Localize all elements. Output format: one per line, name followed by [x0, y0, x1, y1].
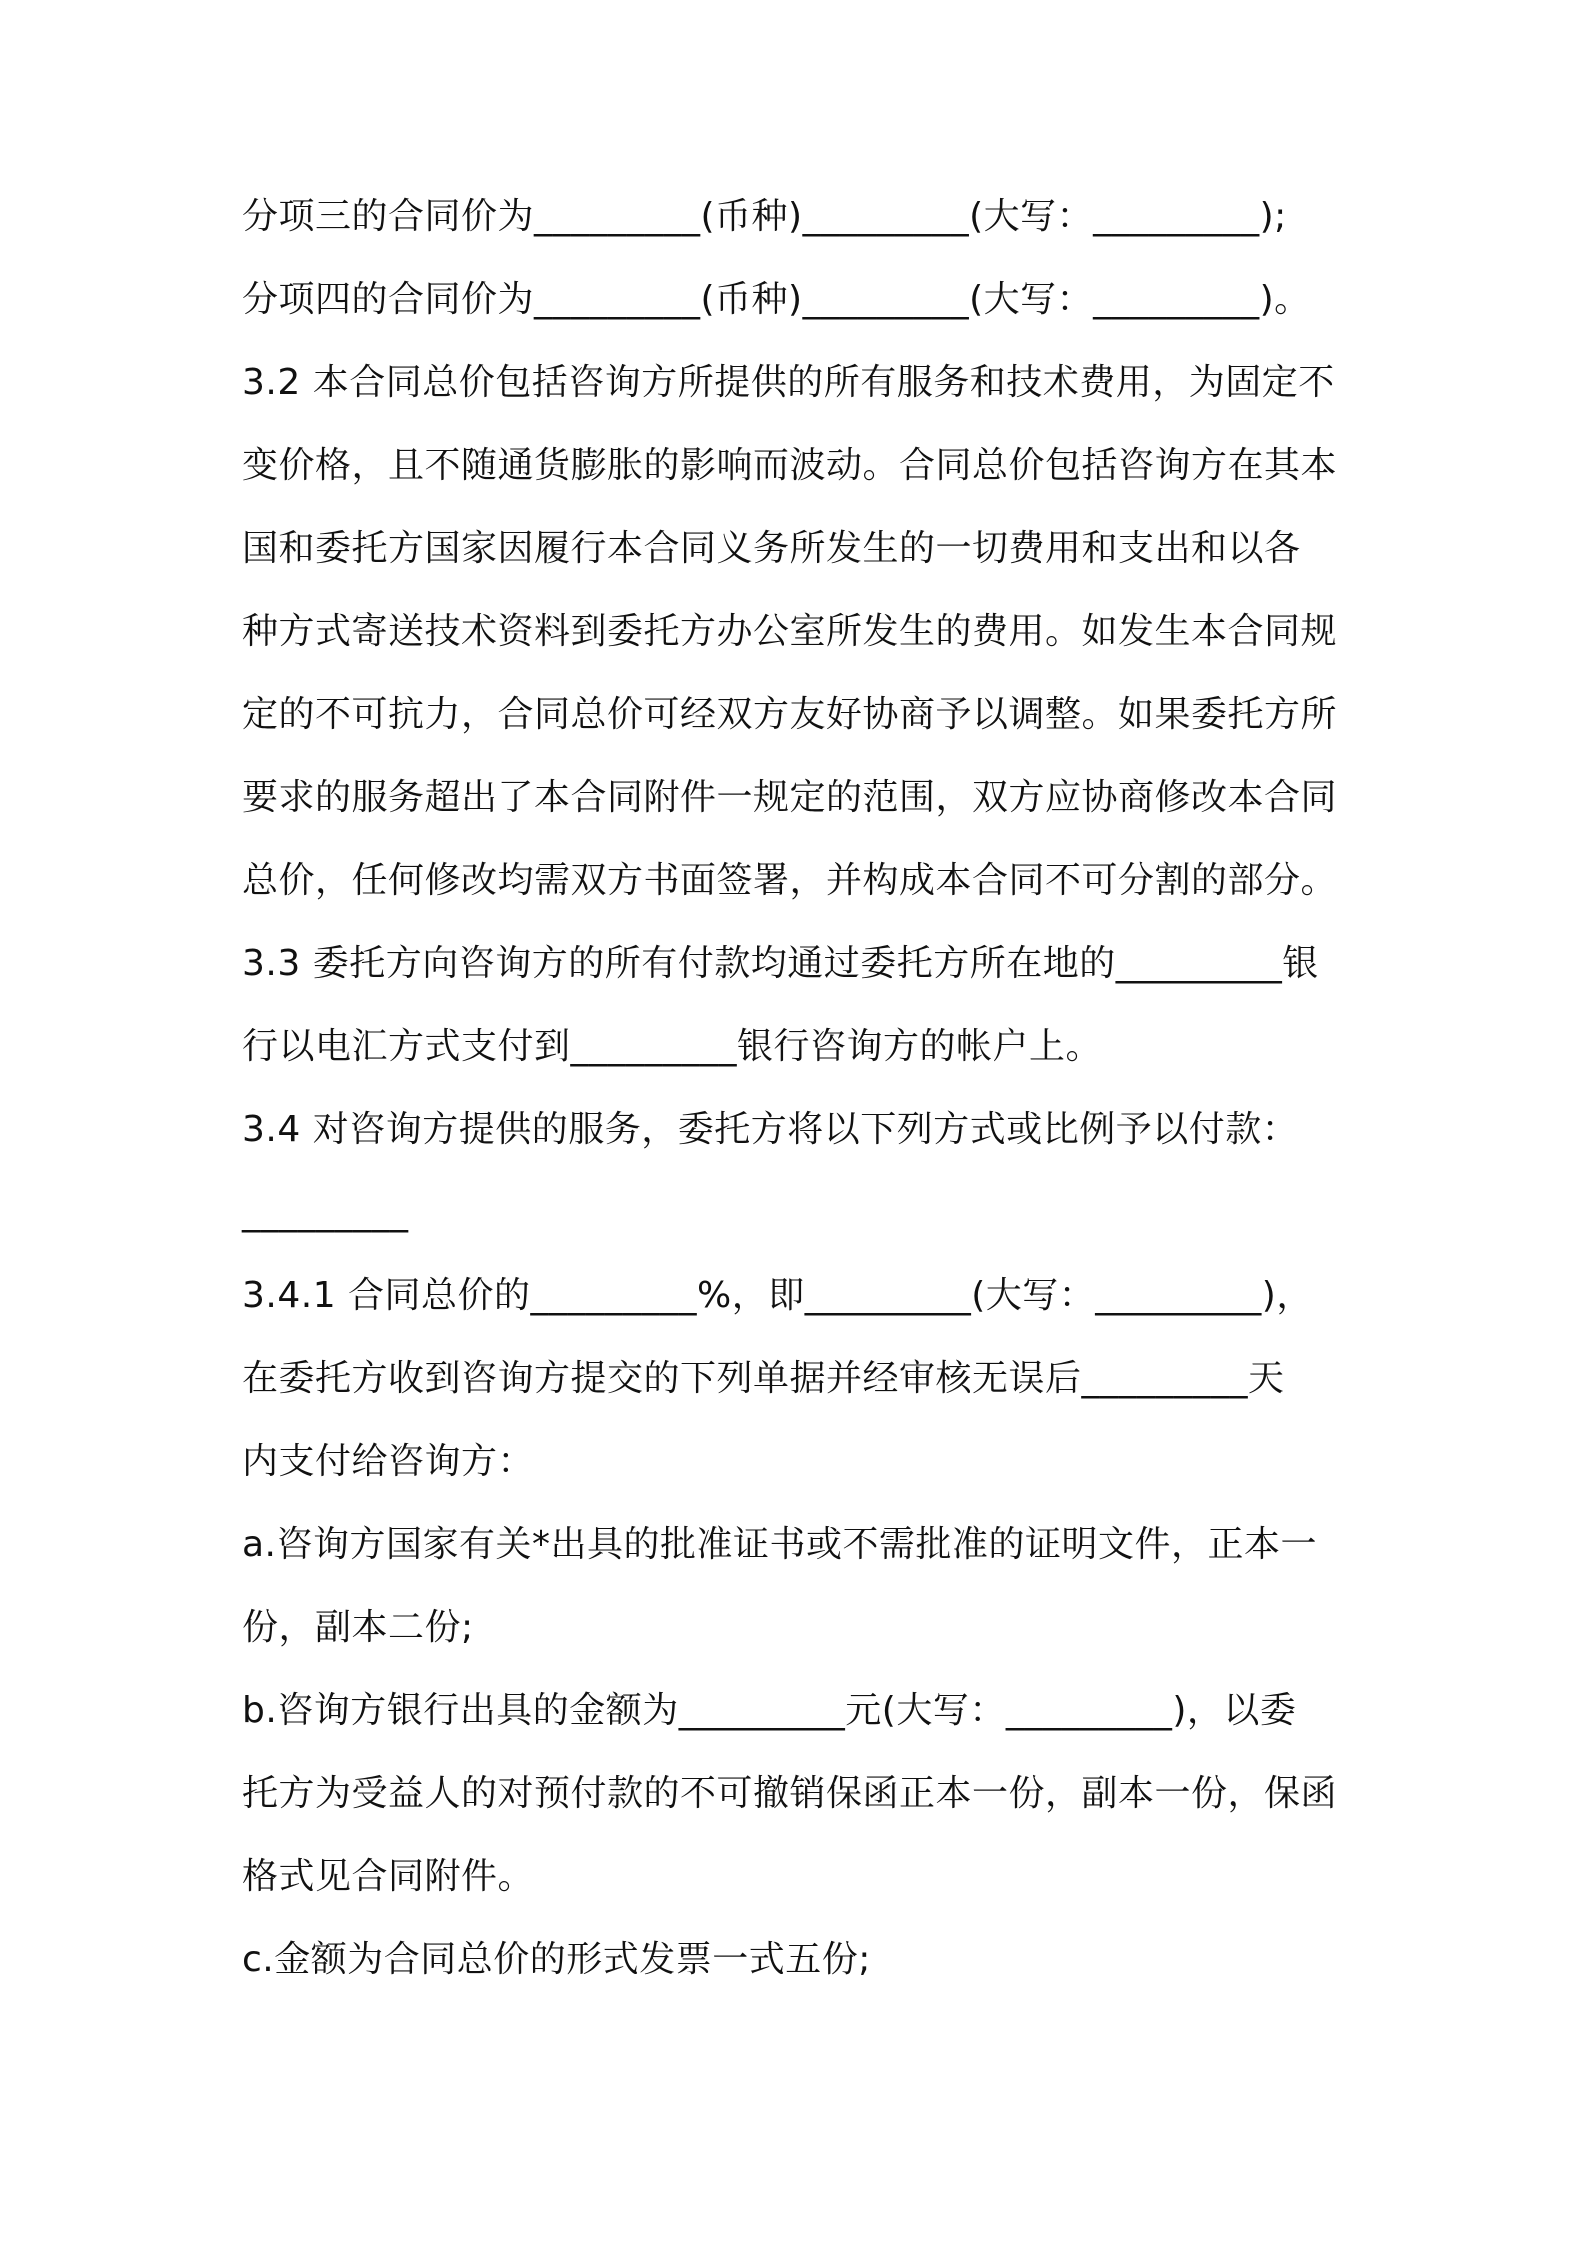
text-line: 在委托方收到咨询方提交的下列单据并经审核无误后_________天: [242, 1358, 1285, 1399]
text-line: 3.4 对咨询方提供的服务，委托方将以下列方式或比例予以付款：: [242, 1109, 1299, 1150]
text-line: 分项四的合同价为_________(币种)_________(大写：_________)。: [242, 279, 1311, 320]
text-line: 分项三的合同价为_________(币种)_________(大写：_________);: [242, 196, 1287, 237]
text-line: 格式见合同附件。: [242, 1856, 535, 1897]
text-line: c.金额为合同总价的形式发票一式五份;: [242, 1939, 871, 1980]
text-line: 3.4.1 合同总价的_________%，即_________(大写：_________)，: [242, 1275, 1313, 1316]
text-line: a.咨询方国家有关*出具的批准证书或不需批准的证明文件，正本一: [242, 1524, 1318, 1565]
text-line: 托方为受益人的对预付款的不可撤销保函正本一份，副本一份，保函: [242, 1773, 1338, 1814]
document-body: [242, 196, 1362, 2022]
text-line: b.咨询方银行出具的金额为_________元(大写：_________)，以委: [242, 1690, 1297, 1731]
text-line: 要求的服务超出了本合同附件一规定的范围，双方应协商修改本合同: [242, 777, 1338, 818]
text-line: 变价格，且不随通货膨胀的影响而波动。合同总价包括咨询方在其本: [242, 445, 1338, 486]
text-line: 3.2 本合同总价包括咨询方所提供的所有服务和技术费用，为固定不: [242, 362, 1335, 403]
text-line: 3.3 委托方向咨询方的所有付款均通过委托方所在地的_________银: [242, 943, 1319, 984]
text-line: 国和委托方国家因履行本合同义务所发生的一切费用和支出和以各: [242, 528, 1301, 569]
text-line: 份，副本二份;: [242, 1607, 474, 1648]
blank-line: _________: [242, 1192, 409, 1233]
text-line: 总价，任何修改均需双方书面签署，并构成本合同不可分割的部分。: [242, 860, 1338, 901]
text-line: 种方式寄送技术资料到委托方办公室所发生的费用。如发生本合同规: [242, 611, 1338, 652]
text-line: 定的不可抗力，合同总价可经双方友好协商予以调整。如果委托方所: [242, 694, 1338, 735]
text-line: 内支付给咨询方：: [242, 1441, 535, 1482]
text-line: 行以电汇方式支付到_________银行咨询方的帐户上。: [242, 1026, 1103, 1067]
